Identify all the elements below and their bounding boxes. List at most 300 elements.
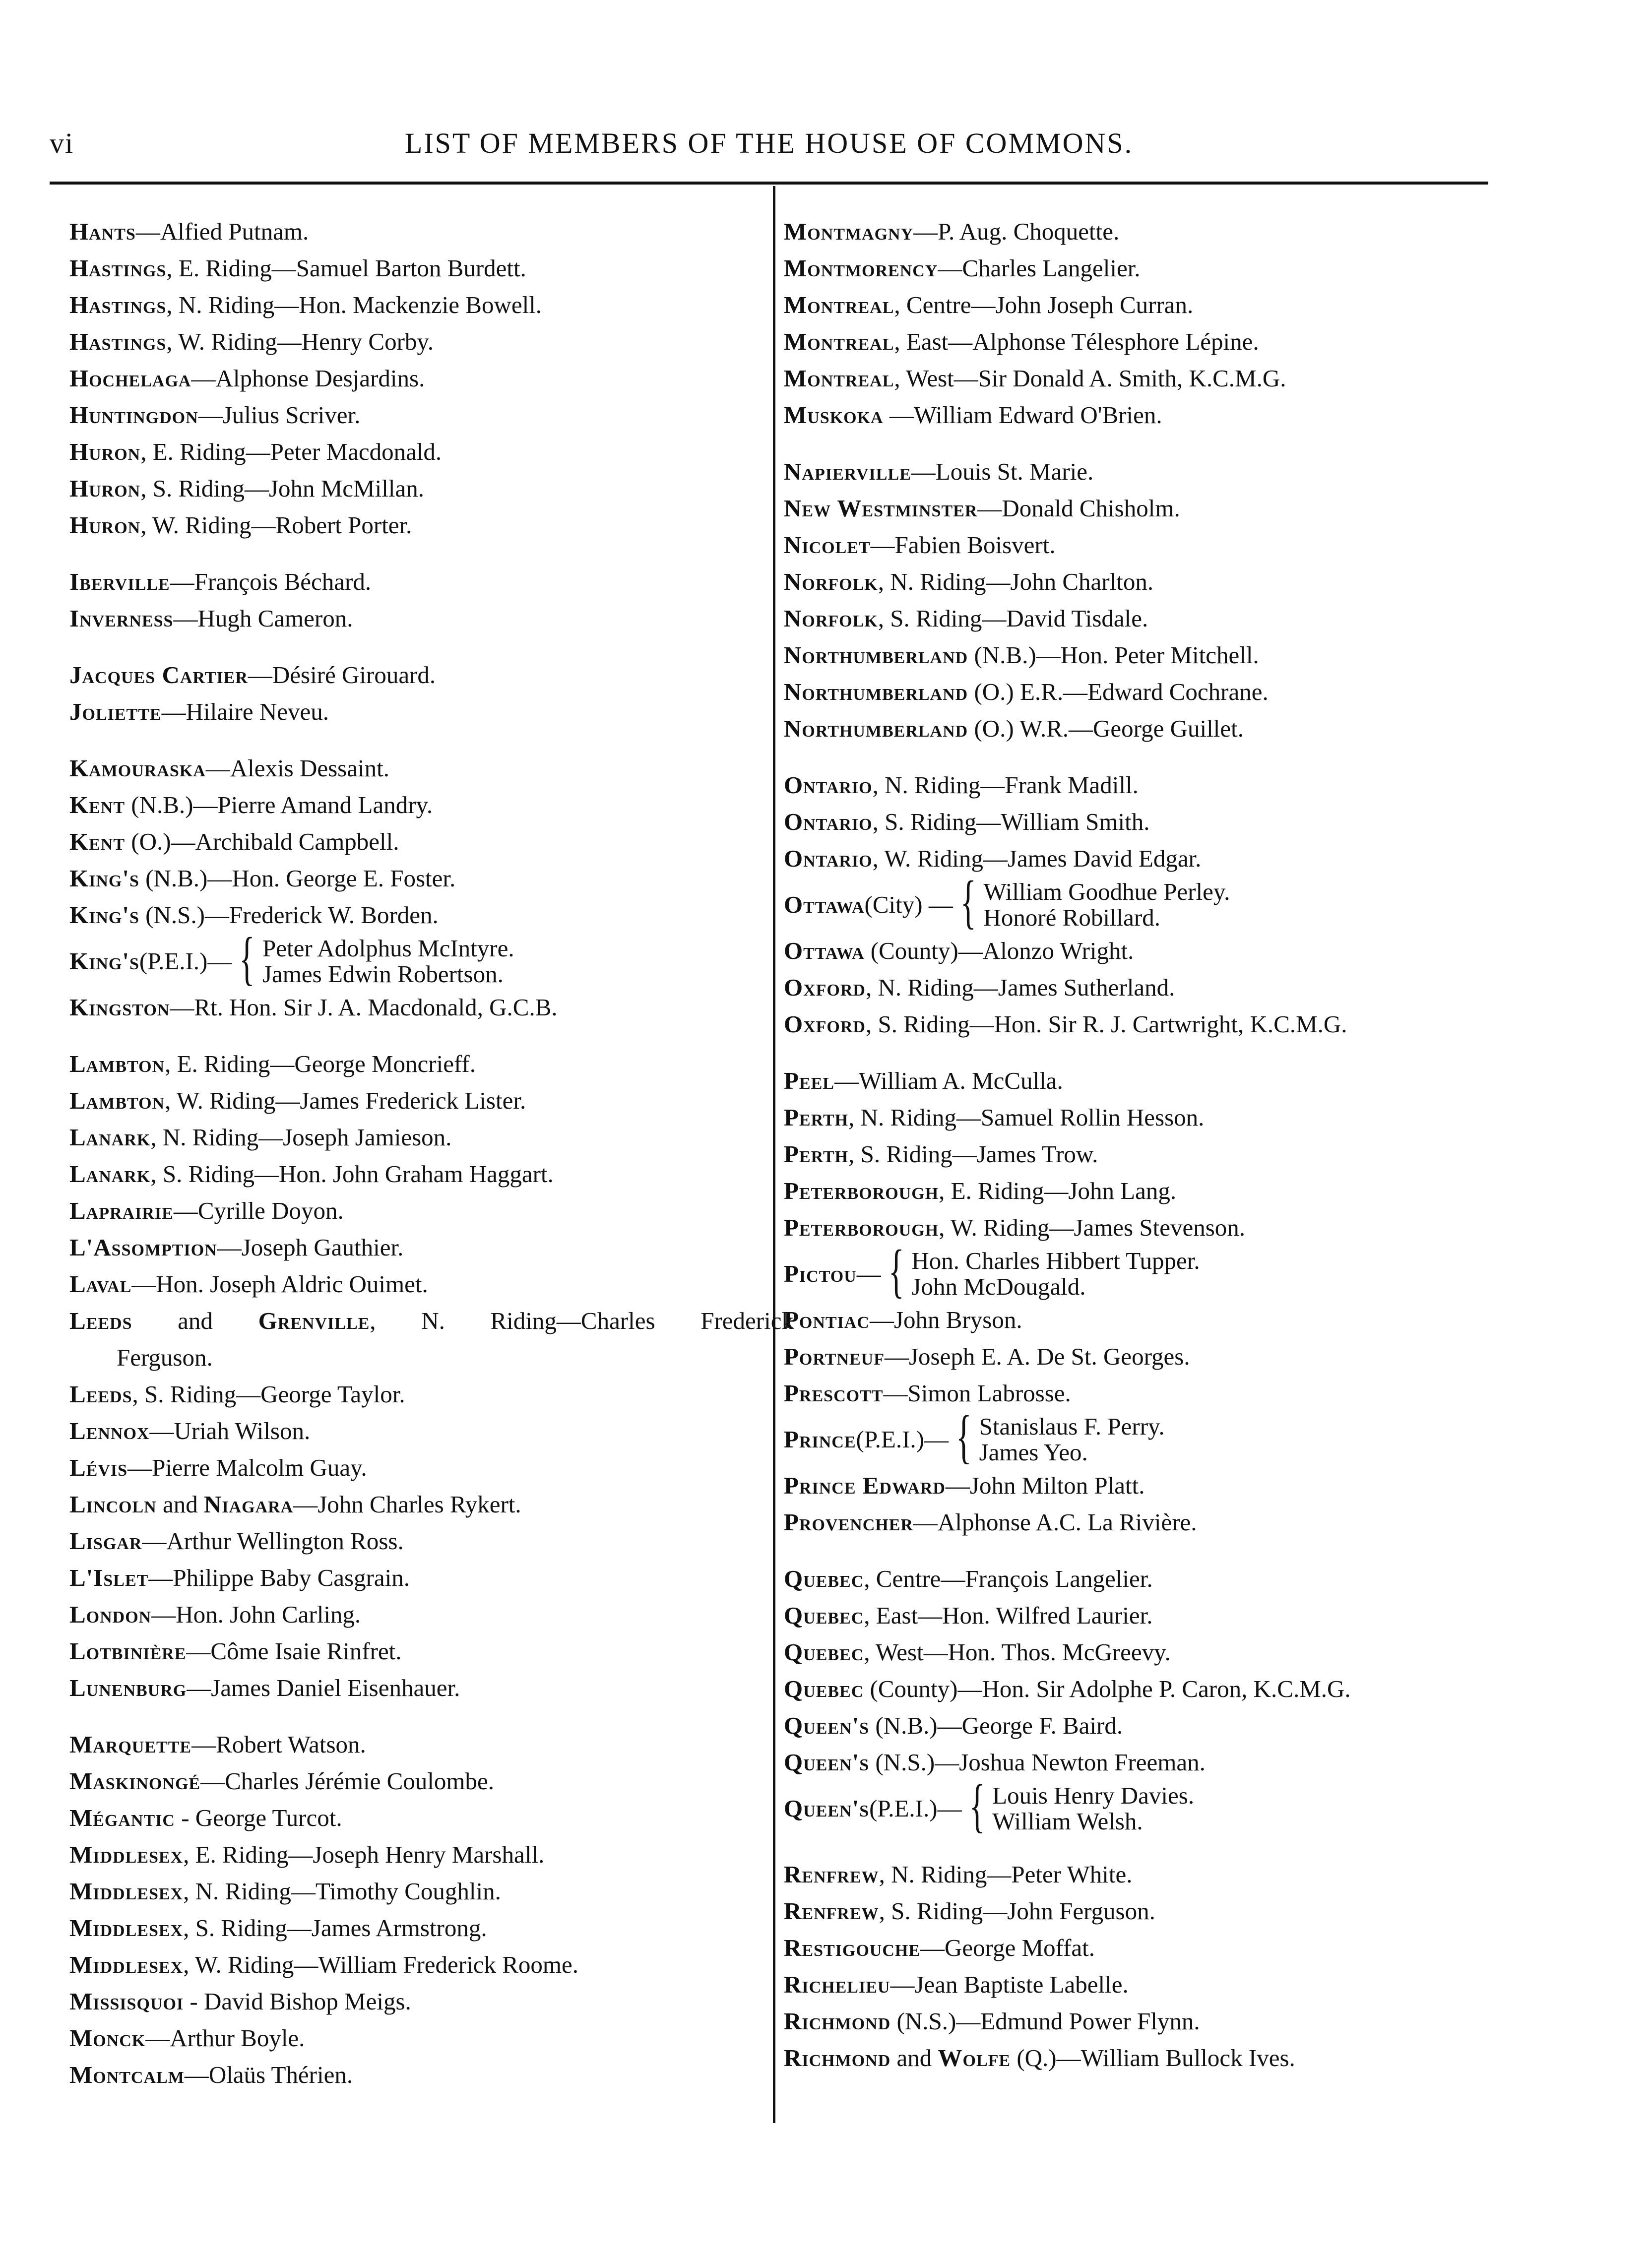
constituency-name: Perth xyxy=(784,1104,849,1131)
constituency-name: Quebec xyxy=(784,1565,864,1592)
member-entry xyxy=(69,1560,794,1596)
member-entry xyxy=(69,693,794,730)
riding-detail: (P.E.I.)— xyxy=(856,1426,949,1453)
brace-glyph: { xyxy=(888,1238,904,1304)
member-entry xyxy=(784,1707,1528,1744)
brace-glyph: { xyxy=(969,1772,985,1838)
riding-detail: , N. Riding—Charles Frederick xyxy=(370,1307,794,1334)
riding-detail: (N.B.)—Pierre Amand Landry. xyxy=(125,791,433,818)
page-number: vi xyxy=(50,127,74,159)
member-entry xyxy=(69,787,794,823)
member-entry xyxy=(784,1302,1528,1338)
member-entry xyxy=(784,397,1528,434)
constituency-name: King's xyxy=(69,901,139,929)
member-entry xyxy=(784,869,1528,935)
constituency-name: Northumberland xyxy=(784,678,968,705)
member-entry xyxy=(69,600,794,637)
constituency-name: Kamouraska xyxy=(69,754,206,782)
constituency-name: Queen's xyxy=(784,1795,870,1822)
riding-detail: — xyxy=(856,1260,881,1287)
left-column xyxy=(69,213,794,2093)
constituency-name: Kingston xyxy=(69,994,170,1021)
riding-detail: , E. Riding—John Lang. xyxy=(939,1177,1177,1204)
constituency-name: Lunenburg xyxy=(69,1674,187,1701)
constituency-name: Lotbinière xyxy=(69,1637,187,1665)
member-entry xyxy=(69,287,794,323)
constituency-name: Lincoln xyxy=(69,1491,157,1518)
member-name: James Yeo. xyxy=(979,1439,1088,1466)
constituency-name: Huntingdon xyxy=(69,401,198,429)
section-gap xyxy=(69,1706,794,1726)
member-entry xyxy=(69,1763,794,1800)
member-entry xyxy=(784,2003,1528,2040)
member-entry xyxy=(784,1173,1528,1209)
constituency-name: Hastings xyxy=(69,254,167,282)
member-entry xyxy=(69,1946,794,1983)
constituency-name: Marquette xyxy=(69,1731,192,1758)
riding-detail: , S. Riding—James Armstrong. xyxy=(183,1914,487,1942)
member-name: Honoré Robillard. xyxy=(983,904,1160,931)
riding-detail: —Charles Jérémie Coulombe. xyxy=(200,1767,495,1795)
member-entry xyxy=(69,989,794,1026)
brace-glyph: { xyxy=(960,869,976,935)
riding-detail: , W. Riding—Robert Porter. xyxy=(140,511,412,539)
riding-detail: —Cyrille Doyon. xyxy=(173,1197,344,1224)
member-entry xyxy=(784,840,1528,877)
riding-detail: , W. Riding—James Frederick Lister. xyxy=(165,1087,526,1114)
riding-detail: —Arthur Boyle. xyxy=(145,2024,305,2052)
constituency-name: Perth xyxy=(784,1140,849,1168)
constituency-name: Renfrew xyxy=(784,1897,879,1925)
constituency-name: Missisquoi xyxy=(69,1988,184,2015)
riding-detail: , N. Riding—Frank Madill. xyxy=(872,771,1139,799)
constituency-name: Lanark xyxy=(69,1160,151,1188)
member-entry xyxy=(784,1063,1528,1099)
riding-detail: - David Bishop Meigs. xyxy=(184,1988,411,2015)
riding-detail: (O.)—Archibald Campbell. xyxy=(125,828,399,855)
member-entry xyxy=(69,1983,794,2020)
riding-detail: , S. Riding—Hon. John Graham Haggart. xyxy=(150,1160,554,1188)
constituency-name: L'Islet xyxy=(69,1564,149,1591)
riding-detail: , East—Alphonse Télesphore Lépine. xyxy=(894,328,1259,355)
constituency-name: Joliette xyxy=(69,698,162,725)
member-entry xyxy=(784,250,1528,287)
constituency-name: Huron xyxy=(69,475,141,502)
constituency-name: London xyxy=(69,1601,152,1628)
constituency-name: Prescott xyxy=(784,1379,884,1407)
constituency-name: Montcalm xyxy=(69,2061,185,2088)
member-entry xyxy=(69,2020,794,2057)
member-names xyxy=(983,879,1230,931)
constituency-name: Montreal xyxy=(784,365,894,392)
constituency-name: Queen's xyxy=(784,1749,870,1776)
member-entry xyxy=(784,287,1528,323)
member-entry xyxy=(69,1266,794,1303)
member-entry xyxy=(784,1099,1528,1136)
constituency-name: Quebec xyxy=(784,1675,864,1702)
constituency-name: Lennox xyxy=(69,1417,150,1444)
member-entry xyxy=(784,804,1528,840)
member-entry xyxy=(69,213,794,250)
member-name: William Welsh. xyxy=(992,1808,1143,1835)
member-entry xyxy=(784,1561,1528,1597)
member-name: Stanislaus F. Perry. xyxy=(979,1413,1165,1440)
member-entry xyxy=(69,1413,794,1449)
constituency-name: Jacques Cartier xyxy=(69,661,248,689)
constituency-name: Montreal xyxy=(784,291,894,318)
member-entry xyxy=(784,1338,1528,1375)
header-rule xyxy=(50,182,1488,185)
section-gap xyxy=(69,730,794,750)
riding-detail: (N.B.)—Hon. George E. Foster. xyxy=(139,865,456,892)
riding-detail: —Hugh Cameron. xyxy=(173,605,353,632)
member-names xyxy=(262,936,514,987)
riding-detail: , N. Riding—Samuel Rollin Hesson. xyxy=(848,1104,1205,1131)
riding-detail: , E. Riding—George Moncrieff. xyxy=(165,1050,476,1077)
member-name: James Edwin Robertson. xyxy=(262,960,504,988)
riding-detail: —Hon. Joseph Aldric Ouimet. xyxy=(131,1270,428,1298)
constituency-name: Northumberland xyxy=(784,641,968,669)
constituency-name: Leeds xyxy=(69,1307,132,1334)
constituency-name: Inverness xyxy=(69,605,174,632)
member-entry xyxy=(784,1136,1528,1173)
constituency-name: Prince xyxy=(784,1426,856,1453)
member-entry xyxy=(784,360,1528,397)
member-entry xyxy=(784,490,1528,527)
member-entry xyxy=(784,1856,1528,1893)
member-entry xyxy=(784,1893,1528,1930)
riding-detail: , East—Hon. Wilfred Laurier. xyxy=(864,1602,1153,1629)
constituency-name: Montmagny xyxy=(784,218,914,245)
member-entry xyxy=(69,564,794,600)
constituency-name: Huron xyxy=(69,511,141,539)
riding-detail: —Fabien Boisvert. xyxy=(870,531,1056,559)
constituency-name: Lambton xyxy=(69,1087,165,1114)
constituency-name: Nicolet xyxy=(784,531,871,559)
riding-detail: , E. Riding—Peter Macdonald. xyxy=(140,438,442,465)
constituency-name: Muskoka xyxy=(784,401,884,429)
riding-detail: , N. Riding—Timothy Coughlin. xyxy=(183,1878,501,1905)
member-entry xyxy=(69,1303,794,1339)
constituency-name: Hants xyxy=(69,218,136,245)
constituency-name: Middlesex xyxy=(69,1878,184,1905)
constituency-name: Laval xyxy=(69,1270,132,1298)
constituency-name: Ontario xyxy=(784,771,873,799)
riding-detail: , West—Hon. Thos. McGreevy. xyxy=(864,1638,1171,1666)
member-entry xyxy=(69,323,794,360)
constituency-name: Renfrew xyxy=(784,1861,879,1888)
riding-detail: —Hilaire Neveu. xyxy=(161,698,329,725)
member-entry xyxy=(69,1523,794,1560)
member-entry xyxy=(69,1192,794,1229)
riding-detail: , W. Riding—James Stevenson. xyxy=(939,1214,1246,1241)
member-entry xyxy=(784,1634,1528,1671)
member-entry xyxy=(69,1376,794,1413)
member-entry xyxy=(69,1156,794,1192)
member-entry xyxy=(784,1467,1528,1504)
riding-detail: —John Bryson. xyxy=(869,1306,1022,1333)
member-entry xyxy=(69,1726,794,1763)
riding-detail: , N. Riding—James Sutherland. xyxy=(866,974,1175,1001)
constituency-name: Napierville xyxy=(784,458,911,485)
member-entry xyxy=(69,750,794,787)
member-entry xyxy=(784,710,1528,747)
riding-detail: and xyxy=(132,1307,258,1334)
member-entry xyxy=(69,925,794,991)
riding-detail: , S. Riding—David Tisdale. xyxy=(878,605,1148,632)
constituency-name: L'Assomption xyxy=(69,1234,217,1261)
riding-detail: (N.S.)—Frederick W. Borden. xyxy=(139,901,439,929)
riding-detail: —Rt. Hon. Sir J. A. Macdonald, G.C.B. xyxy=(170,994,558,1021)
riding-detail: (County)—Alonzo Wright. xyxy=(864,937,1134,964)
member-entry xyxy=(69,1486,794,1523)
constituency-name: Ottawa xyxy=(784,891,865,918)
member-entry xyxy=(784,674,1528,710)
member-entry xyxy=(69,1596,794,1633)
constituency-name: Lévis xyxy=(69,1454,128,1481)
riding-detail: —Arthur Wellington Ross. xyxy=(142,1527,404,1555)
member-entry xyxy=(69,897,794,934)
section-gap xyxy=(69,544,794,564)
constituency-name: Kent xyxy=(69,828,126,855)
constituency-name: Quebec xyxy=(784,1602,864,1629)
riding-detail: —Robert Watson. xyxy=(191,1731,366,1758)
riding-detail: —Désiré Girouard. xyxy=(248,661,436,689)
riding-detail: —Jean Baptiste Labelle. xyxy=(890,1971,1129,1998)
riding-detail: —Donald Chisholm. xyxy=(977,495,1180,522)
riding-detail: —John Charles Rykert. xyxy=(293,1491,521,1518)
constituency-name: Ottawa xyxy=(784,937,865,964)
riding-detail: , N. Riding—Peter White. xyxy=(879,1861,1133,1888)
constituency-name: Middlesex xyxy=(69,1841,184,1868)
riding-detail: and xyxy=(156,1491,204,1518)
member-entry xyxy=(69,2057,794,2093)
riding-detail: —Joseph E. A. De St. Georges. xyxy=(884,1343,1190,1370)
riding-detail: and xyxy=(890,2044,938,2071)
constituency-name: Oxford xyxy=(784,1010,866,1038)
constituency-name: Peterborough xyxy=(784,1214,939,1241)
constituency-name: Peterborough xyxy=(784,1177,939,1204)
riding-detail: - George Turcot. xyxy=(175,1804,342,1831)
entry-continuation: Ferguson. xyxy=(117,1344,213,1371)
constituency-name: Oxford xyxy=(784,974,866,1001)
member-entry xyxy=(784,1930,1528,1966)
right-column xyxy=(784,213,1528,2076)
member-name: William Goodhue Perley. xyxy=(983,878,1230,905)
riding-detail: —Uriah Wilson. xyxy=(149,1417,311,1444)
riding-detail: , Centre—François Langelier. xyxy=(864,1565,1153,1592)
riding-detail: (County)—Hon. Sir Adolphe P. Caron, K.C.M.G. xyxy=(864,1675,1351,1702)
riding-detail: —Olaüs Thérien. xyxy=(184,2061,353,2088)
riding-detail: —Simon Labrosse. xyxy=(883,1379,1071,1407)
member-names xyxy=(911,1248,1200,1300)
member-entry xyxy=(69,1082,794,1119)
constituency-name: Richmond xyxy=(784,2007,891,2035)
riding-detail: —P. Aug. Choquette. xyxy=(913,218,1120,245)
member-entry xyxy=(69,1119,794,1156)
member-entry xyxy=(784,969,1528,1006)
constituency-name: King's xyxy=(69,947,139,975)
constituency-name: Northumberland xyxy=(784,715,968,742)
member-entry xyxy=(784,1403,1528,1469)
riding-detail: (City) — xyxy=(864,891,953,918)
member-entry xyxy=(784,637,1528,674)
riding-detail: —Philippe Baby Casgrain. xyxy=(148,1564,410,1591)
riding-detail: , N. Riding—Joseph Jamieson. xyxy=(150,1124,452,1151)
member-names xyxy=(992,1783,1194,1834)
member-names xyxy=(979,1414,1165,1465)
riding-detail: (O.) W.R.—George Guillet. xyxy=(968,715,1244,742)
riding-detail: (P.E.I.)— xyxy=(869,1795,962,1822)
member-entry xyxy=(784,1597,1528,1634)
brace-glyph: { xyxy=(239,925,255,991)
riding-detail: , S. Riding—George Taylor. xyxy=(132,1380,405,1408)
member-entry xyxy=(69,1633,794,1670)
member-entry xyxy=(784,564,1528,600)
riding-detail: —John Milton Platt. xyxy=(945,1472,1145,1499)
member-name: Peter Adolphus McIntyre. xyxy=(262,935,514,962)
brace-glyph: { xyxy=(955,1403,972,1469)
member-entry xyxy=(784,1744,1528,1781)
constituency-name: Middlesex xyxy=(69,1914,184,1942)
member-name: John McDougald. xyxy=(911,1273,1086,1300)
constituency-name: Restigouche xyxy=(784,1934,921,1961)
member-entry xyxy=(69,1449,794,1486)
riding-detail: , S. Riding—William Smith. xyxy=(872,808,1150,835)
riding-detail: —Côme Isaie Rinfret. xyxy=(186,1637,402,1665)
member-entry xyxy=(69,1873,794,1910)
riding-detail: , S. Riding—James Trow. xyxy=(848,1140,1098,1168)
member-name: Hon. Charles Hibbert Tupper. xyxy=(911,1247,1200,1274)
constituency-name: King's xyxy=(69,865,139,892)
member-entry xyxy=(69,1836,794,1873)
riding-detail: (P.E.I.)— xyxy=(139,947,232,975)
member-entry xyxy=(784,2040,1528,2076)
riding-detail: , S. Riding—Hon. Sir R. J. Cartwright, K.C.M.G. xyxy=(866,1010,1347,1038)
constituency-name: Maskinongé xyxy=(69,1767,201,1795)
constituency-name: Pontiac xyxy=(784,1306,870,1333)
member-entry xyxy=(69,860,794,897)
riding-detail: , N. Riding—Hon. Mackenzie Bowell. xyxy=(166,291,542,318)
member-entry xyxy=(784,933,1528,969)
member-entry xyxy=(69,823,794,860)
member-entry xyxy=(784,1375,1528,1412)
riding-detail: —James Daniel Eisenhauer. xyxy=(187,1674,460,1701)
member-entry xyxy=(784,1504,1528,1541)
member-entry xyxy=(69,397,794,434)
member-entry xyxy=(69,1670,794,1706)
constituency-name: Montreal xyxy=(784,328,894,355)
constituency-name: Peel xyxy=(784,1067,834,1094)
riding-detail: —Pierre Malcolm Guay. xyxy=(127,1454,367,1481)
riding-detail: , S. Riding—John Ferguson. xyxy=(879,1897,1155,1925)
riding-detail: , West—Sir Donald A. Smith, K.C.M.G. xyxy=(894,365,1286,392)
page-header xyxy=(50,126,1488,166)
riding-detail: —George Moffat. xyxy=(920,1934,1095,1961)
riding-detail: , Centre—John Joseph Curran. xyxy=(894,291,1194,318)
riding-detail: —Hon. John Carling. xyxy=(151,1601,361,1628)
constituency-name: Kent xyxy=(69,791,126,818)
member-entry xyxy=(69,1800,794,1836)
constituency-name: Huron xyxy=(69,438,141,465)
member-entry xyxy=(784,1006,1528,1043)
member-entry xyxy=(69,434,794,470)
constituency-name: Pictou xyxy=(784,1260,857,1287)
riding-detail: (O.) E.R.—Edward Cochrane. xyxy=(968,678,1269,705)
constituency-name: Lambton xyxy=(69,1050,165,1077)
riding-detail: —William A. McCulla. xyxy=(834,1067,1063,1094)
section-gap xyxy=(784,1043,1528,1063)
constituency-name: Niagara xyxy=(203,1491,294,1518)
section-gap xyxy=(784,1541,1528,1561)
riding-detail: —Joseph Gauthier. xyxy=(217,1234,404,1261)
constituency-name: Hastings xyxy=(69,291,167,318)
constituency-name: Grenville xyxy=(258,1307,370,1334)
constituency-name: Portneuf xyxy=(784,1343,885,1370)
section-gap xyxy=(69,637,794,657)
member-entry xyxy=(784,527,1528,564)
section-gap xyxy=(69,1026,794,1046)
riding-detail: , W. Riding—James David Edgar. xyxy=(872,845,1202,872)
member-entry xyxy=(784,1238,1528,1304)
constituency-name: Quebec xyxy=(784,1638,864,1666)
riding-detail: —Louis St. Marie. xyxy=(911,458,1094,485)
constituency-name: New Westminster xyxy=(784,495,978,522)
member-entry xyxy=(69,1046,794,1082)
member-entry xyxy=(69,1229,794,1266)
riding-detail: —Alfied Putnam. xyxy=(135,218,309,245)
constituency-name: Norfolk xyxy=(784,605,878,632)
constituency-name: Provencher xyxy=(784,1508,913,1536)
riding-detail: , E. Riding—Joseph Henry Marshall. xyxy=(183,1841,545,1868)
member-entry xyxy=(784,323,1528,360)
constituency-name: Queen's xyxy=(784,1712,870,1739)
riding-detail: , W. Riding—Henry Corby. xyxy=(166,328,434,355)
member-entry xyxy=(69,507,794,544)
riding-detail: —Charles Langelier. xyxy=(938,254,1141,282)
member-entry xyxy=(69,1910,794,1946)
riding-detail: —William Edward O'Brien. xyxy=(883,401,1162,429)
constituency-name: Prince Edward xyxy=(784,1472,946,1499)
constituency-name: Hastings xyxy=(69,328,167,355)
riding-detail: (N.B.)—Hon. Peter Mitchell. xyxy=(968,641,1259,669)
constituency-name: Middlesex xyxy=(69,1951,184,1978)
member-entry xyxy=(784,213,1528,250)
constituency-name: Wolfe xyxy=(938,2044,1011,2071)
riding-detail: , E. Riding—Samuel Barton Burdett. xyxy=(166,254,526,282)
constituency-name: Richmond xyxy=(784,2044,891,2071)
member-entry xyxy=(784,767,1528,804)
constituency-name: Hochelaga xyxy=(69,365,191,392)
constituency-name: Lanark xyxy=(69,1124,151,1151)
member-entry xyxy=(784,453,1528,490)
riding-detail: , W. Riding—William Frederick Roome. xyxy=(183,1951,579,1978)
running-title: LIST OF MEMBERS OF THE HOUSE OF COMMONS. xyxy=(404,127,1134,159)
riding-detail: (N.B.)—George F. Baird. xyxy=(869,1712,1123,1739)
constituency-name: Mégantic xyxy=(69,1804,175,1831)
constituency-name: Ontario xyxy=(784,845,873,872)
section-gap xyxy=(784,434,1528,453)
member-entry xyxy=(784,1671,1528,1707)
constituency-name: Iberville xyxy=(69,568,170,595)
riding-detail: —Alphonse Desjardins. xyxy=(191,365,425,392)
section-gap xyxy=(784,1836,1528,1856)
riding-detail: (N.S.)—Joshua Newton Freeman. xyxy=(869,1749,1206,1776)
member-entry xyxy=(69,657,794,693)
member-entry xyxy=(784,600,1528,637)
constituency-name: Laprairie xyxy=(69,1197,174,1224)
constituency-name: Ontario xyxy=(784,808,873,835)
